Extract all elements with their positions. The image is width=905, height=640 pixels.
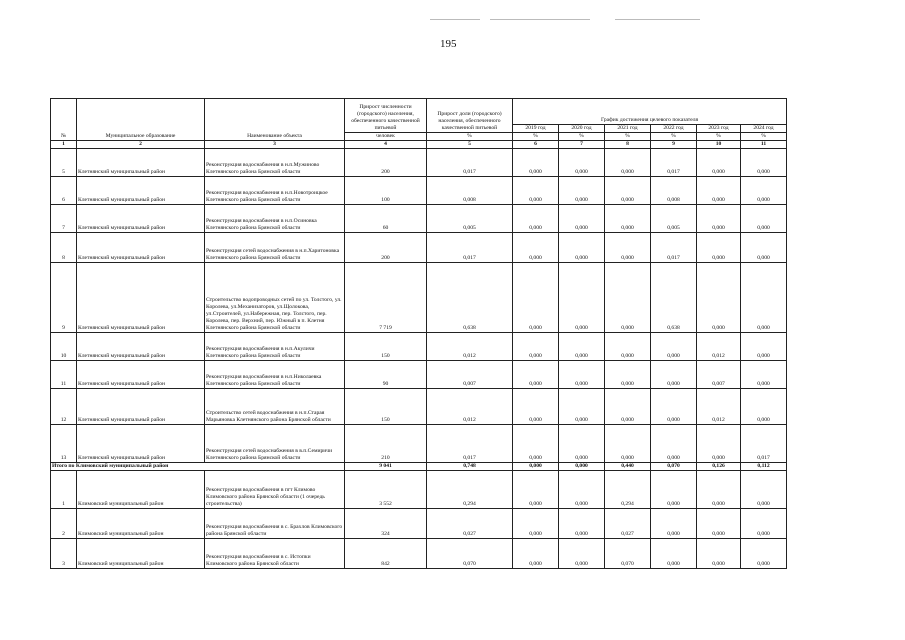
row-share-growth: 0,027 bbox=[427, 509, 513, 539]
row-share-growth: 0,070 bbox=[427, 539, 513, 569]
row-number: 10 bbox=[51, 333, 77, 361]
row-number: 9 bbox=[51, 263, 77, 333]
row-year-value: 0,000 bbox=[651, 539, 697, 569]
row-share-growth: 0,008 bbox=[427, 177, 513, 205]
row-municipality: Клетнянский муниципальный район bbox=[77, 425, 205, 463]
row-year-value: 0,000 bbox=[513, 233, 559, 263]
table-row bbox=[51, 509, 787, 539]
row-year-value: 0,000 bbox=[741, 177, 787, 205]
row-year-value: 0,027 bbox=[605, 509, 651, 539]
total-year-value: 0,000 bbox=[559, 463, 605, 471]
row-year-value: 0,000 bbox=[559, 149, 605, 177]
table-row bbox=[51, 361, 787, 389]
row-year-value: 0,000 bbox=[513, 509, 559, 539]
total-row bbox=[51, 463, 787, 471]
row-year-value: 0,000 bbox=[697, 509, 741, 539]
row-year-value: 0,017 bbox=[741, 425, 787, 463]
table-row bbox=[51, 149, 787, 177]
table-row bbox=[51, 471, 787, 509]
year-header: 2023 год bbox=[697, 125, 741, 133]
row-year-value: 0,000 bbox=[513, 361, 559, 389]
row-object-name: Строительство водопроводных сетей по ул. Толстого, ул. Королева, ул.Механизаторов, ул.Щолокова, ул.Строителей, ул.Набережная, пер. Толстого, пер. Королева, пер. Верхний, пер. Южный в п. Клетня Клетнянского района Брянской области bbox=[205, 263, 345, 333]
table-row bbox=[51, 539, 787, 569]
table-row bbox=[51, 263, 787, 333]
row-year-value: 0,000 bbox=[605, 149, 651, 177]
row-object-name: Реконструкция водоснабжения в н.п.Осиновка Клетнянского района Брянской области bbox=[205, 205, 345, 233]
row-object-name: Реконструкция водоснабжения в н.п.Николаевка Клетнянского района Брянской области bbox=[205, 361, 345, 389]
row-population-growth: 200 bbox=[345, 149, 427, 177]
row-year-value: 0,000 bbox=[741, 149, 787, 177]
unit-people: человек bbox=[345, 133, 427, 141]
row-number: 8 bbox=[51, 233, 77, 263]
total-year-value: 0,000 bbox=[513, 463, 559, 471]
row-population-growth: 324 bbox=[345, 509, 427, 539]
row-year-value: 0,000 bbox=[605, 389, 651, 425]
row-year-value: 0,000 bbox=[605, 233, 651, 263]
table-row bbox=[51, 389, 787, 425]
row-year-value: 0,000 bbox=[741, 333, 787, 361]
row-year-value: 0,000 bbox=[513, 333, 559, 361]
row-population-growth: 842 bbox=[345, 539, 427, 569]
row-year-value: 0,000 bbox=[651, 471, 697, 509]
year-unit-pct: % bbox=[605, 133, 651, 141]
row-year-value: 0,000 bbox=[605, 177, 651, 205]
row-year-value: 0,000 bbox=[513, 149, 559, 177]
row-share-growth: 0,294 bbox=[427, 471, 513, 509]
row-year-value: 0,000 bbox=[513, 389, 559, 425]
row-municipality: Климовский муниципальный район bbox=[77, 471, 205, 509]
table-row bbox=[51, 233, 787, 263]
row-number: 3 bbox=[51, 539, 77, 569]
row-number: 11 bbox=[51, 361, 77, 389]
row-year-value: 0,005 bbox=[651, 205, 697, 233]
row-object-name: Реконструкция водоснабжения в н.п.Акуличи Клетнянского района Брянской области bbox=[205, 333, 345, 361]
unit-pct: % bbox=[427, 133, 513, 141]
row-year-value: 0,012 bbox=[697, 333, 741, 361]
row-year-value: 0,000 bbox=[513, 177, 559, 205]
row-year-value: 0,000 bbox=[741, 389, 787, 425]
row-year-value: 0,000 bbox=[513, 539, 559, 569]
row-population-growth: 90 bbox=[345, 361, 427, 389]
row-year-value: 0,000 bbox=[741, 471, 787, 509]
row-share-growth: 0,017 bbox=[427, 425, 513, 463]
row-year-value: 0,012 bbox=[697, 389, 741, 425]
header-pop-growth: Прирост численности (городского) населения, обеспеченного качественной питьевой bbox=[345, 99, 427, 133]
row-year-value: 0,000 bbox=[605, 205, 651, 233]
row-municipality: Клетнянский муниципальный район bbox=[77, 333, 205, 361]
header-schedule: График достижения целевого показателя bbox=[513, 99, 787, 125]
scan-noise-line bbox=[430, 19, 480, 20]
row-municipality: Клетнянский муниципальный район bbox=[77, 361, 205, 389]
total-population-growth: 9 041 bbox=[345, 463, 427, 471]
row-number: 7 bbox=[51, 205, 77, 233]
row-year-value: 0,000 bbox=[651, 425, 697, 463]
row-year-value: 0,017 bbox=[651, 233, 697, 263]
row-year-value: 0,000 bbox=[697, 263, 741, 333]
row-population-growth: 200 bbox=[345, 233, 427, 263]
column-index: 9 bbox=[651, 141, 697, 149]
column-index: 3 bbox=[205, 141, 345, 149]
row-number: 12 bbox=[51, 389, 77, 425]
total-year-value: 0,070 bbox=[651, 463, 697, 471]
row-population-growth: 100 bbox=[345, 177, 427, 205]
total-label: Итого по Климовский муниципальный район bbox=[51, 463, 345, 471]
column-index: 4 bbox=[345, 141, 427, 149]
header-object: Наименование объекта bbox=[205, 99, 345, 141]
row-population-growth: 60 bbox=[345, 205, 427, 233]
row-year-value: 0,000 bbox=[605, 263, 651, 333]
row-year-value: 0,000 bbox=[559, 425, 605, 463]
row-share-growth: 0,007 bbox=[427, 361, 513, 389]
row-year-value: 0,000 bbox=[559, 263, 605, 333]
row-year-value: 0,000 bbox=[697, 471, 741, 509]
column-index: 7 bbox=[559, 141, 605, 149]
row-municipality: Климовский муниципальный район bbox=[77, 539, 205, 569]
row-year-value: 0,000 bbox=[559, 205, 605, 233]
row-year-value: 0,000 bbox=[741, 509, 787, 539]
total-year-value: 0,112 bbox=[741, 463, 787, 471]
row-year-value: 0,000 bbox=[741, 539, 787, 569]
row-population-growth: 150 bbox=[345, 389, 427, 425]
row-object-name: Строительство сетей водоснабжения в н.п.Старая Марьяновка Клетнянского района Брянской области bbox=[205, 389, 345, 425]
year-unit-pct: % bbox=[651, 133, 697, 141]
row-number: 5 bbox=[51, 149, 77, 177]
row-year-value: 0,000 bbox=[741, 361, 787, 389]
row-year-value: 0,000 bbox=[741, 263, 787, 333]
row-year-value: 0,000 bbox=[559, 539, 605, 569]
header-share-growth: Прирост доли (городского) населения, обеспеченного качественной питьевой bbox=[427, 99, 513, 133]
row-share-growth: 0,012 bbox=[427, 389, 513, 425]
row-year-value: 0,017 bbox=[651, 149, 697, 177]
row-year-value: 0,638 bbox=[651, 263, 697, 333]
year-unit-pct: % bbox=[697, 133, 741, 141]
scan-noise-line bbox=[615, 19, 700, 20]
row-year-value: 0,000 bbox=[559, 233, 605, 263]
row-year-value: 0,000 bbox=[697, 425, 741, 463]
row-object-name: Реконструкция водоснабжения в с. Брахлов Климовского района Брянской области bbox=[205, 509, 345, 539]
column-index: 8 bbox=[605, 141, 651, 149]
row-year-value: 0,000 bbox=[697, 205, 741, 233]
row-year-value: 0,000 bbox=[697, 177, 741, 205]
row-population-growth: 210 bbox=[345, 425, 427, 463]
row-year-value: 0,000 bbox=[513, 471, 559, 509]
row-population-growth: 3 552 bbox=[345, 471, 427, 509]
row-year-value: 0,000 bbox=[741, 233, 787, 263]
row-year-value: 0,000 bbox=[513, 205, 559, 233]
scan-noise-line bbox=[490, 19, 590, 20]
table-row bbox=[51, 425, 787, 463]
row-municipality: Клетнянский муниципальный район bbox=[77, 205, 205, 233]
year-unit-pct: % bbox=[741, 133, 787, 141]
row-population-growth: 7 719 bbox=[345, 263, 427, 333]
row-object-name: Реконструкция водоснабжения в н.п.Мужиново Клетнянского района Брянской области bbox=[205, 149, 345, 177]
column-index: 5 bbox=[427, 141, 513, 149]
row-year-value: 0,000 bbox=[651, 333, 697, 361]
row-municipality: Клетнянский муниципальный район bbox=[77, 389, 205, 425]
row-year-value: 0,000 bbox=[605, 361, 651, 389]
row-year-value: 0,000 bbox=[651, 509, 697, 539]
column-index: 2 bbox=[77, 141, 205, 149]
year-header: 2021 год bbox=[605, 125, 651, 133]
row-year-value: 0,000 bbox=[741, 205, 787, 233]
column-index: 1 bbox=[51, 141, 77, 149]
page-number: 195 bbox=[440, 38, 457, 50]
row-year-value: 0,294 bbox=[605, 471, 651, 509]
row-year-value: 0,000 bbox=[697, 233, 741, 263]
row-number: 6 bbox=[51, 177, 77, 205]
row-object-name: Реконструкция водоснабжения в н.п.Новотроицкое Клетнянского района Брянской области bbox=[205, 177, 345, 205]
row-year-value: 0,000 bbox=[559, 509, 605, 539]
row-share-growth: 0,005 bbox=[427, 205, 513, 233]
row-share-growth: 0,017 bbox=[427, 233, 513, 263]
header-municipality: Муниципальное образование bbox=[77, 99, 205, 141]
year-unit-pct: % bbox=[513, 133, 559, 141]
year-header: 2022 год bbox=[651, 125, 697, 133]
row-year-value: 0,008 bbox=[651, 177, 697, 205]
row-share-growth: 0,017 bbox=[427, 149, 513, 177]
row-year-value: 0,000 bbox=[697, 539, 741, 569]
table-row bbox=[51, 177, 787, 205]
row-object-name: Реконструкция сетей водоснабжения в н.п.Харитоновка Клетнянского района Брянской области bbox=[205, 233, 345, 263]
row-year-value: 0,000 bbox=[697, 149, 741, 177]
row-municipality: Клетнянский муниципальный район bbox=[77, 233, 205, 263]
column-index: 10 bbox=[697, 141, 741, 149]
row-share-growth: 0,012 bbox=[427, 333, 513, 361]
row-municipality: Клетнянский муниципальный район bbox=[77, 177, 205, 205]
row-object-name: Реконструкция сетей водоснабжения в в.п.Семиричи Клетнянского района Брянской области bbox=[205, 425, 345, 463]
row-year-value: 0,070 bbox=[605, 539, 651, 569]
row-year-value: 0,000 bbox=[513, 263, 559, 333]
year-unit-pct: % bbox=[559, 133, 605, 141]
row-municipality: Клетнянский муниципальный район bbox=[77, 149, 205, 177]
row-year-value: 0,000 bbox=[559, 333, 605, 361]
row-year-value: 0,000 bbox=[559, 389, 605, 425]
row-object-name: Реконструкция водоснабжения в с. Истопки Климовского района Брянской области bbox=[205, 539, 345, 569]
row-year-value: 0,000 bbox=[559, 361, 605, 389]
year-header: 2019 год bbox=[513, 125, 559, 133]
target-indicator-table bbox=[50, 98, 787, 569]
header-num: № bbox=[51, 99, 77, 141]
year-header: 2020 год bbox=[559, 125, 605, 133]
table-row bbox=[51, 333, 787, 361]
row-number: 1 bbox=[51, 471, 77, 509]
row-year-value: 0,000 bbox=[559, 471, 605, 509]
row-year-value: 0,000 bbox=[513, 425, 559, 463]
row-year-value: 0,000 bbox=[559, 177, 605, 205]
row-year-value: 0,000 bbox=[605, 333, 651, 361]
total-share-growth: 0,748 bbox=[427, 463, 513, 471]
table-row bbox=[51, 205, 787, 233]
row-year-value: 0,007 bbox=[697, 361, 741, 389]
row-share-growth: 0,638 bbox=[427, 263, 513, 333]
column-index: 6 bbox=[513, 141, 559, 149]
row-number: 2 bbox=[51, 509, 77, 539]
row-number: 13 bbox=[51, 425, 77, 463]
column-index: 11 bbox=[741, 141, 787, 149]
row-year-value: 0,000 bbox=[605, 425, 651, 463]
row-year-value: 0,000 bbox=[651, 389, 697, 425]
total-year-value: 0,440 bbox=[605, 463, 651, 471]
row-municipality: Клетнянский муниципальный район bbox=[77, 263, 205, 333]
row-population-growth: 150 bbox=[345, 333, 427, 361]
year-header: 2024 год bbox=[741, 125, 787, 133]
total-year-value: 0,126 bbox=[697, 463, 741, 471]
row-year-value: 0,000 bbox=[651, 361, 697, 389]
row-municipality: Климовский муниципальный район bbox=[77, 509, 205, 539]
row-object-name: Реконструкция водоснабжения в пгт Климово Климовского района Брянской области (1 очередь строительства) bbox=[205, 471, 345, 509]
